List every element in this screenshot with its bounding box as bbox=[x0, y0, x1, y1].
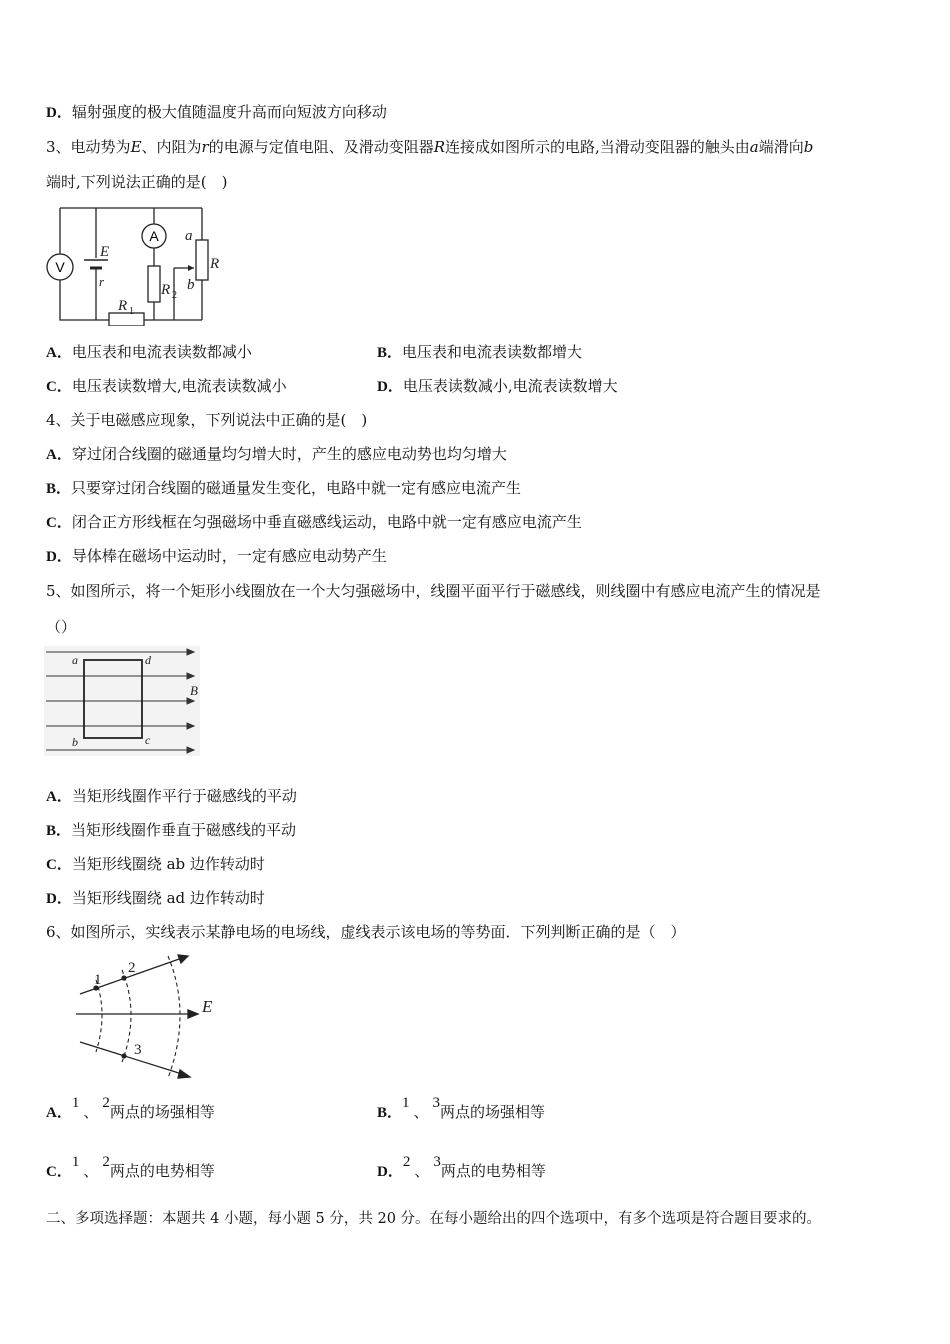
q4-option-c: C．闭合正方形线框在匀强磁场中垂直磁感线运动，电路中就一定有感应电流产生 bbox=[46, 513, 582, 531]
svg-text:A: A bbox=[149, 228, 159, 244]
svg-text:a: a bbox=[185, 228, 193, 244]
svg-text:E: E bbox=[100, 244, 110, 260]
q4-option-d: D．导体棒在磁场中运动时，一定有感应电动势产生 bbox=[46, 547, 387, 565]
q4-option-a: A．穿过闭合线圈的磁通量均匀增大时，产生的感应电动势也均匀增大 bbox=[46, 445, 507, 463]
field-line-bottom bbox=[80, 1042, 182, 1074]
slider-arrow bbox=[188, 265, 194, 271]
svg-text:E: E bbox=[202, 997, 213, 1016]
slider-resistor bbox=[196, 240, 208, 280]
svg-text:B: B bbox=[190, 683, 198, 698]
equipotential-1 bbox=[96, 980, 102, 1052]
svg-text:3: 3 bbox=[134, 1042, 142, 1058]
q4-stem: 4、关于电磁感应现象，下列说法中正确的是( ) bbox=[46, 411, 368, 429]
q6-field-figure bbox=[72, 950, 232, 1082]
svg-text:R: R bbox=[210, 256, 220, 272]
svg-text:2: 2 bbox=[128, 960, 136, 976]
q5-coil-figure bbox=[44, 646, 214, 758]
q5-option-d: D．当矩形线圈绕 ad 边作转动时 bbox=[46, 889, 265, 907]
q5-option-a: A．当矩形线圈作平行于磁感线的平动 bbox=[46, 787, 297, 805]
section-2-heading: 二、多项选择题：本题共 4 小题，每小题 5 分，共 20 分。在每小题给出的四个选项中，有多个选项是符合题目要求的。 bbox=[46, 1211, 822, 1227]
q3-option-d: D．电压表读数减小,电流表读数增大 bbox=[377, 377, 618, 395]
equipotential-3 bbox=[168, 956, 180, 1078]
q5-stem: 5、如图所示，将一个矩形小线圈放在一个大匀强磁场中，线圈平面平行于磁感线，则线圈中有感应电流产生的情况是 bbox=[46, 582, 821, 600]
q6-option-b: B．1 、 3两点的场强相等 bbox=[377, 1095, 546, 1121]
r1-resistor bbox=[109, 313, 144, 326]
svg-text:1: 1 bbox=[129, 306, 134, 317]
q6-option-c: C．1 、 2两点的电势相等 bbox=[46, 1154, 215, 1180]
svg-text:1: 1 bbox=[94, 972, 102, 988]
q6-stem: 6、如图所示，实线表示某静电场的电场线，虚线表示该电场的等势面．下列判断正确的是（ ） bbox=[46, 923, 686, 941]
svg-text:c: c bbox=[145, 733, 151, 747]
equipotential-2 bbox=[122, 970, 131, 1062]
q3-option-b: B．电压表和电流表读数都增大 bbox=[377, 343, 583, 361]
q5-option-b: B．当矩形线圈作垂直于磁感线的平动 bbox=[46, 821, 297, 839]
q3-circuit-figure bbox=[44, 204, 234, 326]
q3-option-a: A．电压表和电流表读数都减小 bbox=[46, 343, 252, 361]
q2-option-d: D．辐射强度的极大值随温度升高而向短波方向移动 bbox=[46, 103, 387, 121]
q6-option-a: A．1 、 2两点的场强相等 bbox=[46, 1095, 215, 1121]
q3-option-c: C．电压表读数增大,电流表读数减小 bbox=[46, 377, 287, 395]
svg-text:R: R bbox=[118, 298, 128, 314]
svg-text:r: r bbox=[99, 274, 105, 289]
svg-text:R: R bbox=[161, 282, 171, 298]
svg-text:a: a bbox=[72, 653, 78, 667]
q5-option-c: C．当矩形线圈绕 ab 边作转动时 bbox=[46, 855, 265, 873]
q3-stem-line2: 端时,下列说法正确的是( ) bbox=[46, 173, 228, 191]
r2-resistor bbox=[148, 266, 160, 302]
svg-text:b: b bbox=[72, 735, 78, 749]
point-3 bbox=[121, 1053, 126, 1058]
svg-text:V: V bbox=[55, 259, 65, 275]
q4-option-b: B．只要穿过闭合线圈的磁通量发生变化，电路中就一定有感应电流产生 bbox=[46, 479, 522, 497]
svg-text:2: 2 bbox=[172, 290, 177, 301]
svg-text:b: b bbox=[187, 277, 195, 293]
svg-text:d: d bbox=[145, 653, 151, 667]
q5-stem-line2: （） bbox=[46, 618, 77, 636]
q3-stem: 3、电动势为E、内阻为r的电源与定值电阻、及滑动变阻器R连接成如图所示的电路,当滑动变阻器的触头由a端滑向b bbox=[46, 138, 814, 156]
point-2 bbox=[121, 975, 126, 980]
q6-option-d: D．2 、 3两点的电势相等 bbox=[377, 1154, 546, 1180]
